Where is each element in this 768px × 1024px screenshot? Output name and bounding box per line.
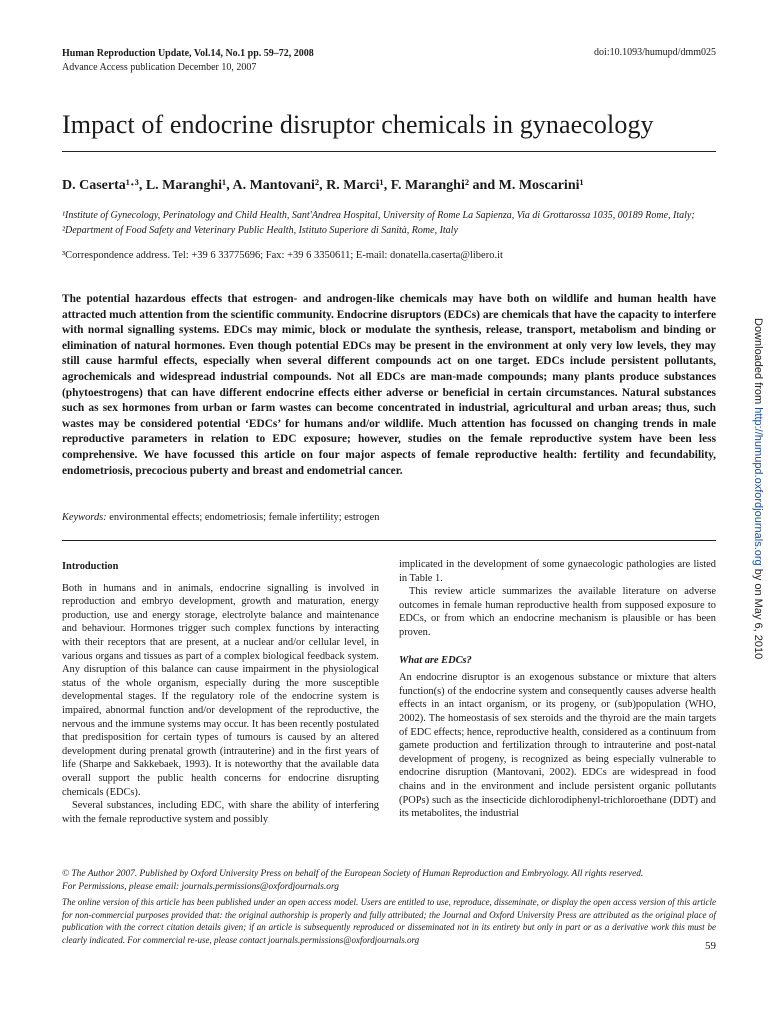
download-link[interactable]: http://humupd.oxfordjournals.org: [752, 407, 764, 566]
footer: [62, 868, 716, 946]
page-number: 59: [705, 940, 716, 952]
open-access-note: The online version of this article has been published under an open access model. Users are entitled to use, reproduce, disseminate, or display the open access version of this article for non-commercial purposes provided that: the original authorship is properly and fully attributed; the Journal and Oxford University Press are attributed as the original place of publication with the correct citation details given; if an article is subsequently reproduced or disseminated not in its entirety but only in part or as a derivative work this must be clearly indicated. For commercial re-use, please contact journals.permissions@oxfordjournals.org: [62, 897, 716, 945]
author-list: D. Caserta¹·³, L. Maranghi¹, A. Mantovani², R. Marci¹, F. Maranghi² and M. Moscarini¹: [62, 178, 584, 193]
paragraph: An endocrine disruptor is an exogenous substance or mixture that alters function(s) of the endocrine system and consequently causes adverse health effects in an intact organism, or its progeny, or (sub)population (WHO, 2002). The homeostasis of sex steroids and the thyroid are the main targets of EDC effects; hence, reproductive health, considered as a continuum from gamete production and fertilization through to intrauterine and post-natal development of progeny, is recognized as being especially vulnerable to endocrine disruption (Mantovani, 2002). EDCs are widespread in food chains and in the environment and include persistent organic pollutants (POPs) such as the insecticide dichlorodiphenyl-trichloroethane (DDT) and its metabolites, the industrial: [399, 672, 716, 820]
download-prefix: Downloaded from: [752, 318, 764, 408]
download-suffix: by on May 6, 2010: [752, 565, 764, 660]
keywords-label: Keywords:: [62, 512, 107, 523]
affiliations: ¹Institute of Gynecology, Perinatology and Child Health, Sant'Andrea Hospital, University of Rome La Sapienza, Via di Grottarossa 1035, 00189 Rome, Italy; ²Department of Food Safety and Veterinary Public Health, Istituto Superiore di Sanità, Rome, Italy: [62, 210, 695, 236]
right-column: [399, 558, 716, 821]
correspondence: ³Correspondence address. Tel: +39 6 33775696; Fax: +39 6 3350611; E-mail: donatella.caserta@libero.it: [62, 250, 503, 261]
section-heading-introduction: Introduction: [62, 561, 119, 572]
doi: doi:10.1093/humupd/dmm025: [594, 47, 716, 58]
keywords-rule: [62, 540, 716, 541]
title-rule: [62, 151, 716, 152]
paragraph: Several substances, including EDC, with share the ability of interfering with the female reproductive system and possibly: [62, 800, 379, 825]
download-sidebar: [748, 318, 768, 688]
download-notice: [752, 318, 764, 659]
left-column: [62, 560, 379, 826]
abstract: The potential hazardous effects that estrogen- and androgen-like chemicals may have both on wildlife and human health have attracted much attention from the scientific community. Endocrine disruptors (EDCs) are chemicals that have the capacity to interfere with normal signalling systems. EDCs may mimic, block or modulate the synthesis, release, transport, metabolism and binding or elimination of natural hormones. Even though potential EDCs may be present in the environment at only very low levels, they may still cause harmful effects, especially when several different compounds act on one target. EDCs include persistent pollutants, agrochemicals and widespread industrial compounds. Not all EDCs are man-made compounds; many plants produce substances (phytoestrogens) that can have different endocrine effects either adverse or beneficial in certain circumstances. Natural substances such as sex hormones from urban or farm wastes can become concentrated in industrial, agricultural and urban areas; thus, such wastes may be considered potential ‘EDCs’ for humans and/or wildlife. Much attention has focussed on changing trends in male reproductive parameters in relation to EDC exposure; however, studies on the female reproductive system have been less comprehensive. We have focussed this article on four major aspects of female reproductive health: fertility and fecundability, endometriosis, precocious puberty and breast and endometrial cancer.: [62, 293, 716, 477]
permissions: For Permissions, please email: journals.permissions@oxfordjournals.org: [62, 882, 339, 892]
copyright: © The Author 2007. Published by Oxford University Press on behalf of the European Society of Human Reproduction and Embryology. All rights reserved.: [62, 869, 644, 879]
keywords-text: environmental effects; endometriosis; female infertility; estrogen: [109, 512, 380, 523]
keywords: [62, 512, 716, 523]
subsection-heading: What are EDCs?: [399, 654, 472, 666]
journal-citation: Human Reproduction Update, Vol.14, No.1 pp. 59–72, 2008: [62, 48, 314, 59]
article-title: Impact of endocrine disruptor chemicals in gynaecology: [62, 110, 654, 139]
running-header: [62, 47, 314, 75]
paragraph: implicated in the development of some gynaecologic pathologies are listed in Table 1.: [399, 559, 716, 584]
paragraph: This review article summarizes the available literature on adverse outcomes in female human reproductive health from supposed exposure to EDCs, or from which an endocrine mechanism is plausible or has been proven.: [399, 586, 716, 638]
advance-access-date: Advance Access publication December 10, 2007: [62, 62, 257, 73]
paragraph: Both in humans and in animals, endocrine signalling is involved in reproduction and embryo development, growth and maturation, energy production, use and energy storage, electrolyte balance and maintenance and behaviour. Hormones trigger such complex functions by interacting with their receptors that are present, at a nuclear and/or cellular level, in various organs and tissues as part of a complex biological feedback system. Any disruption of this balance can cause impairment in the physiological status of the whole organism, especially during the more susceptible developmental stages. If the regulatory role of the endocrine system is impaired, abnormal function and/or development of the reproductive, the nervous and the immune systems may occur. It has been recently postulated that predisposition for certain types of tumours is caused by an altered development during prenatal growth (intrauterine) and in the first years of life (Sharpe and Sakkebaek, 1993). It is noteworthy that the available data overall support the public health concerns for endocrine disrupting chemicals (EDCs).: [62, 582, 379, 798]
